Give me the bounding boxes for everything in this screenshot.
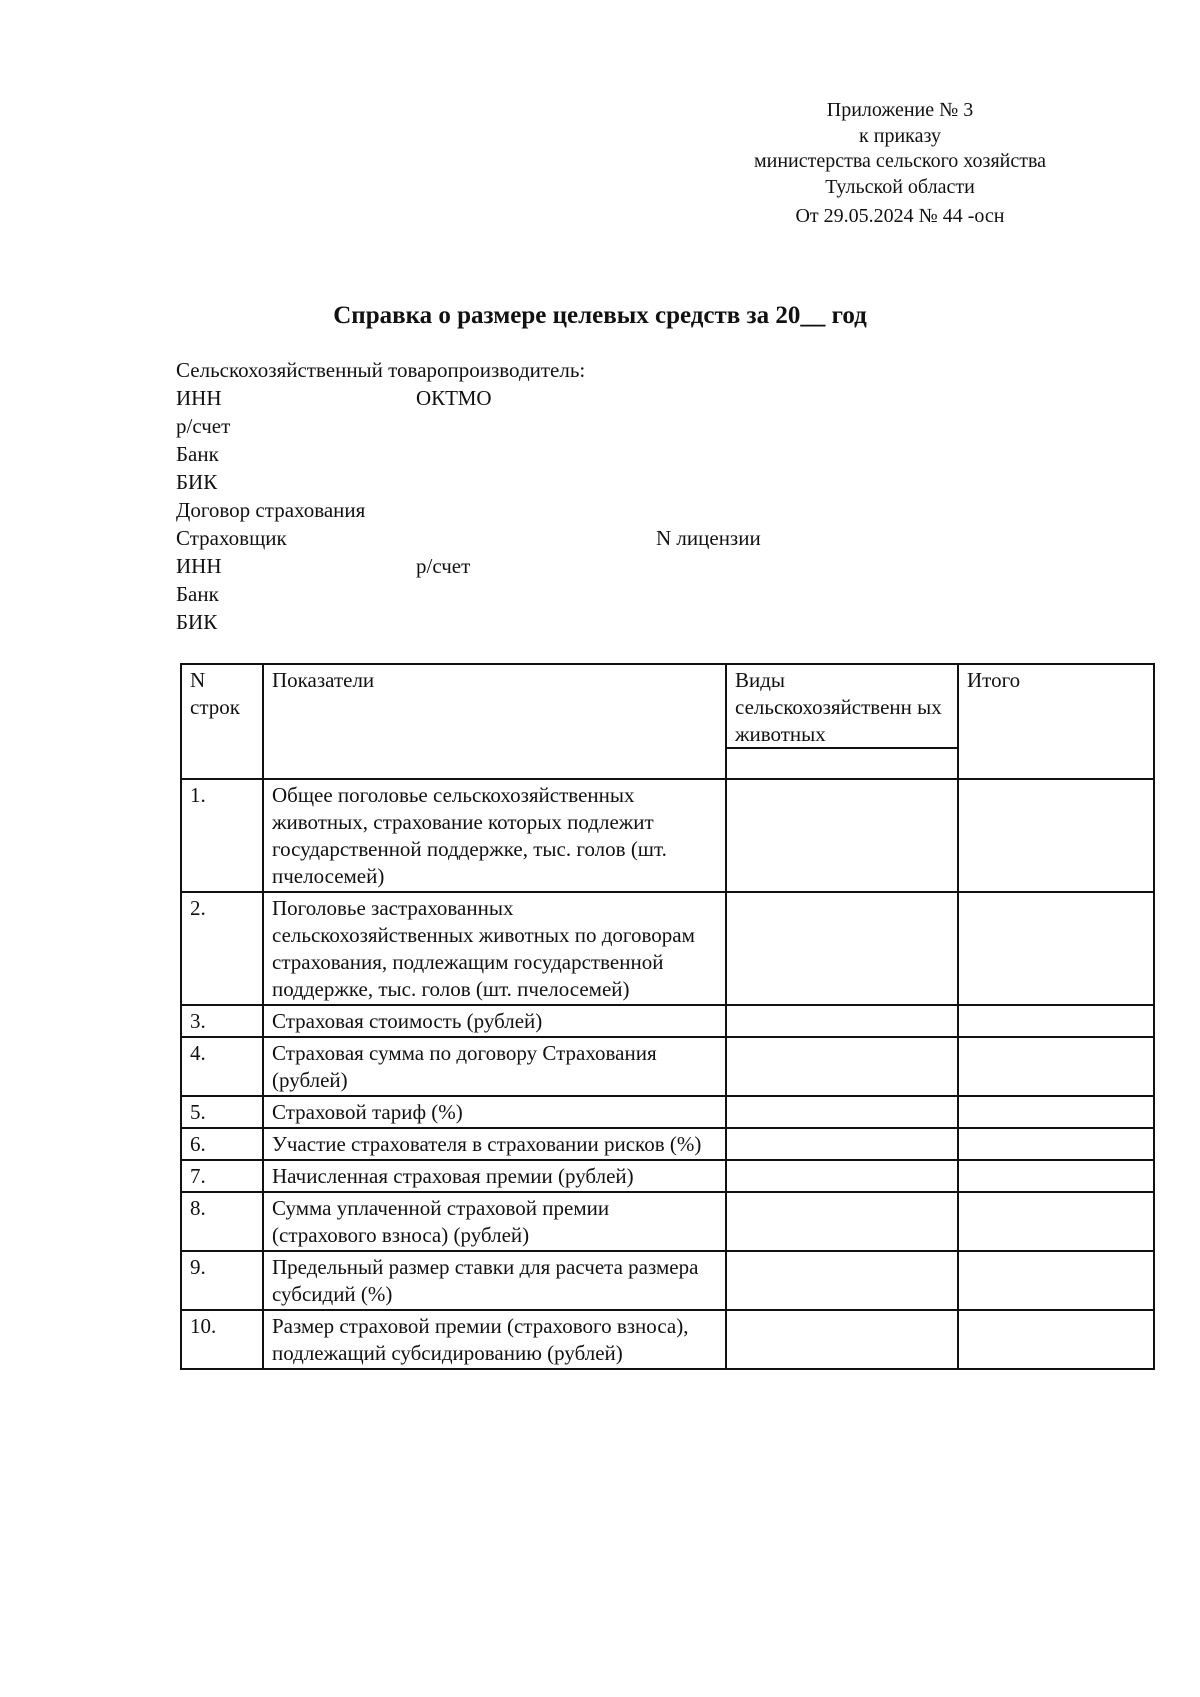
row-number: 4. [181,1037,263,1096]
row-number: 10. [181,1310,263,1369]
table-header-row [181,664,1154,779]
table-row [181,1251,1154,1310]
producer-inn-label: ИНН [176,386,222,410]
insurer-bank-label: Банк [176,582,219,606]
insurer-license-label: N лицензии [656,526,761,550]
row-total-value[interactable] [958,1160,1154,1192]
table-row [181,1160,1154,1192]
row-indicator: Страховая сумма по договору Страхования (рублей) [263,1037,726,1096]
header-species [726,664,958,779]
header-row-number: N строк [181,664,263,779]
header-indicators: Показатели [263,664,726,779]
producer-heading: Сельскохозяйственный товаропроизводитель: [176,358,586,382]
annex-number: Приложение № 3 [826,99,974,121]
annex-region: Тульской области [825,175,975,198]
row-species-value[interactable] [726,1310,958,1369]
row-indicator: Страховая стоимость (рублей) [263,1005,726,1037]
table-row [181,1096,1154,1128]
row-species-value[interactable] [726,1160,958,1192]
producer-bik-label: БИК [176,470,218,494]
row-total-value[interactable] [958,892,1154,1005]
annex-date: От 29.05.2024 № 44 -осн [795,205,1005,227]
row-species-value[interactable] [726,1037,958,1096]
annex-header [700,98,1100,230]
table-row [181,1037,1154,1096]
row-total-value[interactable] [958,1128,1154,1160]
producer-bank-label: Банк [176,442,219,466]
row-species-value[interactable] [726,779,958,892]
row-number: 6. [181,1128,263,1160]
row-number: 7. [181,1160,263,1192]
row-number: 9. [181,1251,263,1310]
row-species-value[interactable] [726,892,958,1005]
row-indicator: Общее поголовье сельскохозяйственных животных, страхование которых подлежит государственной поддержке, тыс. голов (шт. пчелосемей) [263,779,726,892]
row-number: 3. [181,1005,263,1037]
table-row [181,1005,1154,1037]
header-species-subcell [727,747,959,777]
table-row [181,1192,1154,1251]
row-indicator: Страховой тариф (%) [263,1096,726,1128]
row-indicator: Сумма уплаченной страховой премии (страхового взноса) (рублей) [263,1192,726,1251]
document-title: Справка о размере целевых средств за 20__ год [333,302,867,329]
row-species-value[interactable] [726,1251,958,1310]
row-species-value[interactable] [726,1128,958,1160]
row-total-value[interactable] [958,1096,1154,1128]
row-total-value[interactable] [958,779,1154,892]
table-body [181,779,1154,1369]
row-number: 5. [181,1096,263,1128]
header-species-label: Виды сельскохозяйственн ых животных [735,668,942,746]
insurer-bik-label: БИК [176,610,218,634]
producer-account-label: р/счет [176,414,231,438]
insurer-account-label: р/счет [416,554,471,578]
contract-label: Договор страхования [176,498,366,522]
row-indicator: Участие страхователя в страховании рисков (%) [263,1128,726,1160]
row-total-value[interactable] [958,1005,1154,1037]
row-indicator: Поголовье застрахованных сельскохозяйственных животных по договорам страхования, подлежащим государственной поддержке, тыс. голов (шт. пчелосемей) [263,892,726,1005]
row-total-value[interactable] [958,1192,1154,1251]
row-total-value[interactable] [958,1251,1154,1310]
requisites-block [176,356,1076,636]
table-row [181,1310,1154,1369]
row-number: 2. [181,892,263,1005]
row-total-value[interactable] [958,1310,1154,1369]
row-total-value[interactable] [958,1037,1154,1096]
producer-oktmo-label: ОКТМО [416,386,492,410]
row-species-value[interactable] [726,1096,958,1128]
header-total: Итого [958,664,1154,779]
insurer-label: Страховщик [176,526,287,550]
row-indicator: Размер страховой премии (страхового взноса), подлежащий субсидированию (рублей) [263,1310,726,1369]
insurer-inn-label: ИНН [176,554,222,578]
row-indicator: Предельный размер ставки для расчета размера субсидий (%) [263,1251,726,1310]
table-row [181,779,1154,892]
row-species-value[interactable] [726,1005,958,1037]
annex-ministry: министерства сельского хозяйства [753,150,1047,172]
table-row [181,1128,1154,1160]
row-species-value[interactable] [726,1192,958,1251]
row-indicator: Начисленная страховая премии (рублей) [263,1160,726,1192]
annex-order-ref: к приказу [859,124,941,147]
row-number: 8. [181,1192,263,1251]
indicators-table [180,663,1155,1370]
table-row [181,892,1154,1005]
row-number: 1. [181,779,263,892]
